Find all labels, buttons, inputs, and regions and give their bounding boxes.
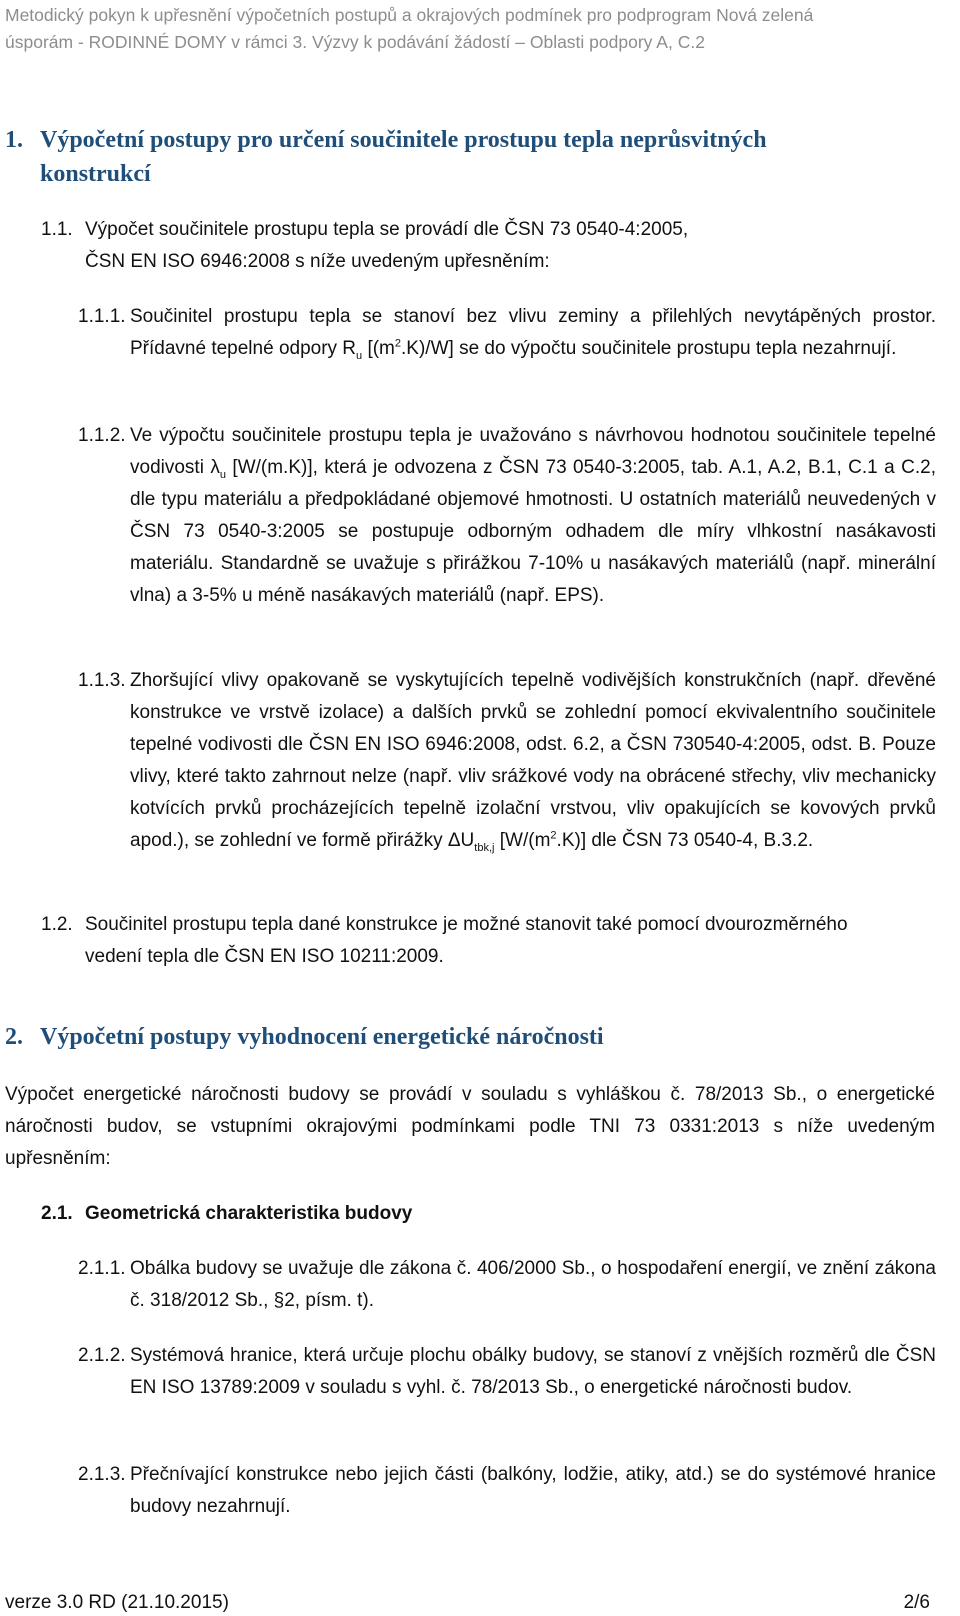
- paragraph-1-1-2-text: [78, 420, 936, 612]
- paragraph-2-1-2-number: 2.1.2.: [78, 1345, 126, 1366]
- paragraph-1-1-1: [78, 301, 936, 365]
- superscript: 2: [394, 337, 402, 350]
- running-header: [5, 2, 935, 56]
- paragraph-1-2: [41, 909, 936, 973]
- paragraph-2-1-1: [78, 1253, 936, 1317]
- text-part: [W/(m: [494, 830, 551, 851]
- paragraph-1-1-3-number: 1.1.3.: [78, 670, 126, 691]
- paragraph-2-1-3-text: Přečnívající konstrukce nebo jejich části (balkóny, lodžie, atiky, atd.) se do systémové hranice budovy nezahrnují.: [130, 1464, 936, 1517]
- section-2-title: Výpočetní postupy vyhodnocení energetické náročnosti: [40, 1024, 604, 1050]
- paragraph-1-1-3: [78, 665, 936, 857]
- subsection-2-1-number: 2.1.: [41, 1203, 73, 1224]
- header-line-1: Metodický pokyn k upřesnění výpočetních postupů a okrajových podmínek pro podprogram Nová zelená: [5, 5, 814, 25]
- paragraph-1-1-1-text: [78, 301, 936, 365]
- page-number: 2/6: [903, 1592, 930, 1613]
- section-1-title-b: konstrukcí: [40, 161, 151, 187]
- paragraph-2-1-2: [78, 1340, 936, 1404]
- paragraph-1-1-2: [78, 420, 936, 612]
- page-footer: [5, 1590, 930, 1616]
- paragraph-1-1-2-number: 1.1.2.: [78, 425, 126, 446]
- subsection-2-1-title: Geometrická charakteristika budovy: [85, 1203, 413, 1224]
- paragraph-1-1: [41, 214, 936, 278]
- text-part: Zhoršující vlivy opakovaně se vyskytujících tepelně vodivějších konstrukčních (např. dřevěné konstrukce ve vrstvě izolace) a dalších prvků se zohlední pomocí ekvivalentního součinitele tepelné vodivosti dle ČSN EN ISO 6946:2008, odst. 6.2, a ČSN 730540-4:2005, odst. B. Pouze vlivy, které takto zahrnout nelze (např. vliv srážkové vody na obrácené střechy, vliv mechanicky kotvících prvků procházejících tepelně izolační vrstvou, vliv opakujících se kovových prvků apod.), se zohlední ve formě přirážky ΔU: [130, 670, 936, 851]
- text-part: .K)] dle ČSN 73 0540-4, B.3.2.: [556, 830, 814, 851]
- text-part: [(m: [362, 338, 395, 359]
- paragraph-2-1-1-text: Obálka budovy se uvažuje dle zákona č. 406/2000 Sb., o hospodaření energií, ve znění zákona č. 318/2012 Sb., §2, písm. t).: [130, 1258, 936, 1311]
- section-2-intro: Výpočet energetické náročnosti budovy se provádí v souladu s vyhláškou č. 78/2013 Sb., o energetické náročnosti budov, se vstupními okrajovými podmínkami podle TNI 73 0331:2013 s níže uvedeným upřesněním:: [5, 1084, 935, 1169]
- section-1-number: 1.: [5, 127, 23, 153]
- paragraph-1-2-line-b: vedení tepla dle ČSN EN ISO 10211:2009.: [85, 946, 444, 967]
- paragraph-1-1-1-number: 1.1.1.: [78, 306, 126, 327]
- paragraph-1-1-line-b: ČSN EN ISO 6946:2008 s níže uvedeným upřesněním:: [85, 251, 550, 272]
- paragraph-1-1-line-a: Výpočet součinitele prostupu tepla se provádí dle ČSN 73 0540-4:2005,: [85, 219, 689, 240]
- section-1-title-a: Výpočetní postupy pro určení součinitele prostupu tepla neprůsvitných: [40, 127, 767, 153]
- subscript: tbk,j: [474, 841, 495, 854]
- section-1-heading: [5, 123, 940, 191]
- section-2-heading: [5, 1020, 940, 1054]
- text-part: Součinitel prostupu tepla se stanoví bez vlivu zeminy a přilehlých nevytápěných prostor. Přídavné tepelné odpory R: [130, 306, 936, 359]
- subscript: u: [219, 468, 226, 481]
- paragraph-1-1-number: 1.1.: [41, 219, 73, 240]
- text-part: .K)/W] se do výpočtu součinitele prostupu tepla nezahrnují.: [401, 338, 897, 359]
- paragraph-2-1-1-number: 2.1.1.: [78, 1258, 126, 1279]
- footer-version: verze 3.0 RD (21.10.2015): [5, 1592, 229, 1613]
- section-2-number: 2.: [5, 1024, 23, 1050]
- text-part: Ve výpočtu součinitele prostupu tepla je uvažováno s návrhovou hodnotou součinitele tepelné vodivosti λ: [130, 425, 936, 478]
- paragraph-2-1-3-number: 2.1.3.: [78, 1464, 126, 1485]
- subscript: u: [356, 349, 363, 362]
- paragraph-1-2-number: 1.2.: [41, 914, 73, 935]
- paragraph-1-1-3-text: [78, 665, 936, 857]
- subsection-2-1-heading: [41, 1198, 412, 1230]
- paragraph-1-2-line-a: Součinitel prostupu tepla dané konstrukce je možné stanovit také pomocí dvourozměrného: [85, 914, 848, 935]
- header-line-2: úsporám - RODINNÉ DOMY v rámci 3. Výzvy k podávání žádostí – Oblasti podpory A, C.2: [5, 32, 705, 52]
- paragraph-2-1-2-text: Systémová hranice, která určuje plochu obálky budovy, se stanoví z vnějších rozměrů dle ČSN EN ISO 13789:2009 v souladu s vyhl. č. 78/2013 Sb., o energetické náročnosti budov.: [130, 1345, 936, 1398]
- paragraph-2-1-3: [78, 1459, 936, 1523]
- text-part: [W/(m.K)], která je odvozena z ČSN 73 0540-3:2005, tab. A.1, A.2, B.1, C.1 a C.2, dle typu materiálu a předpokládané objemové hmotnosti. U ostatních materiálů neuvedených v ČSN 73 0540-3:2005 se postupuje odborným odhadem dle míry vlhkostní nasákavosti materiálu. Standardně se uvažuje s přirážkou 7-10% u nasákavých materiálů (např. minerální vlna) a 3-5% u méně nasákavých materiálů (např. EPS).: [130, 457, 937, 606]
- superscript: 2: [550, 829, 557, 842]
